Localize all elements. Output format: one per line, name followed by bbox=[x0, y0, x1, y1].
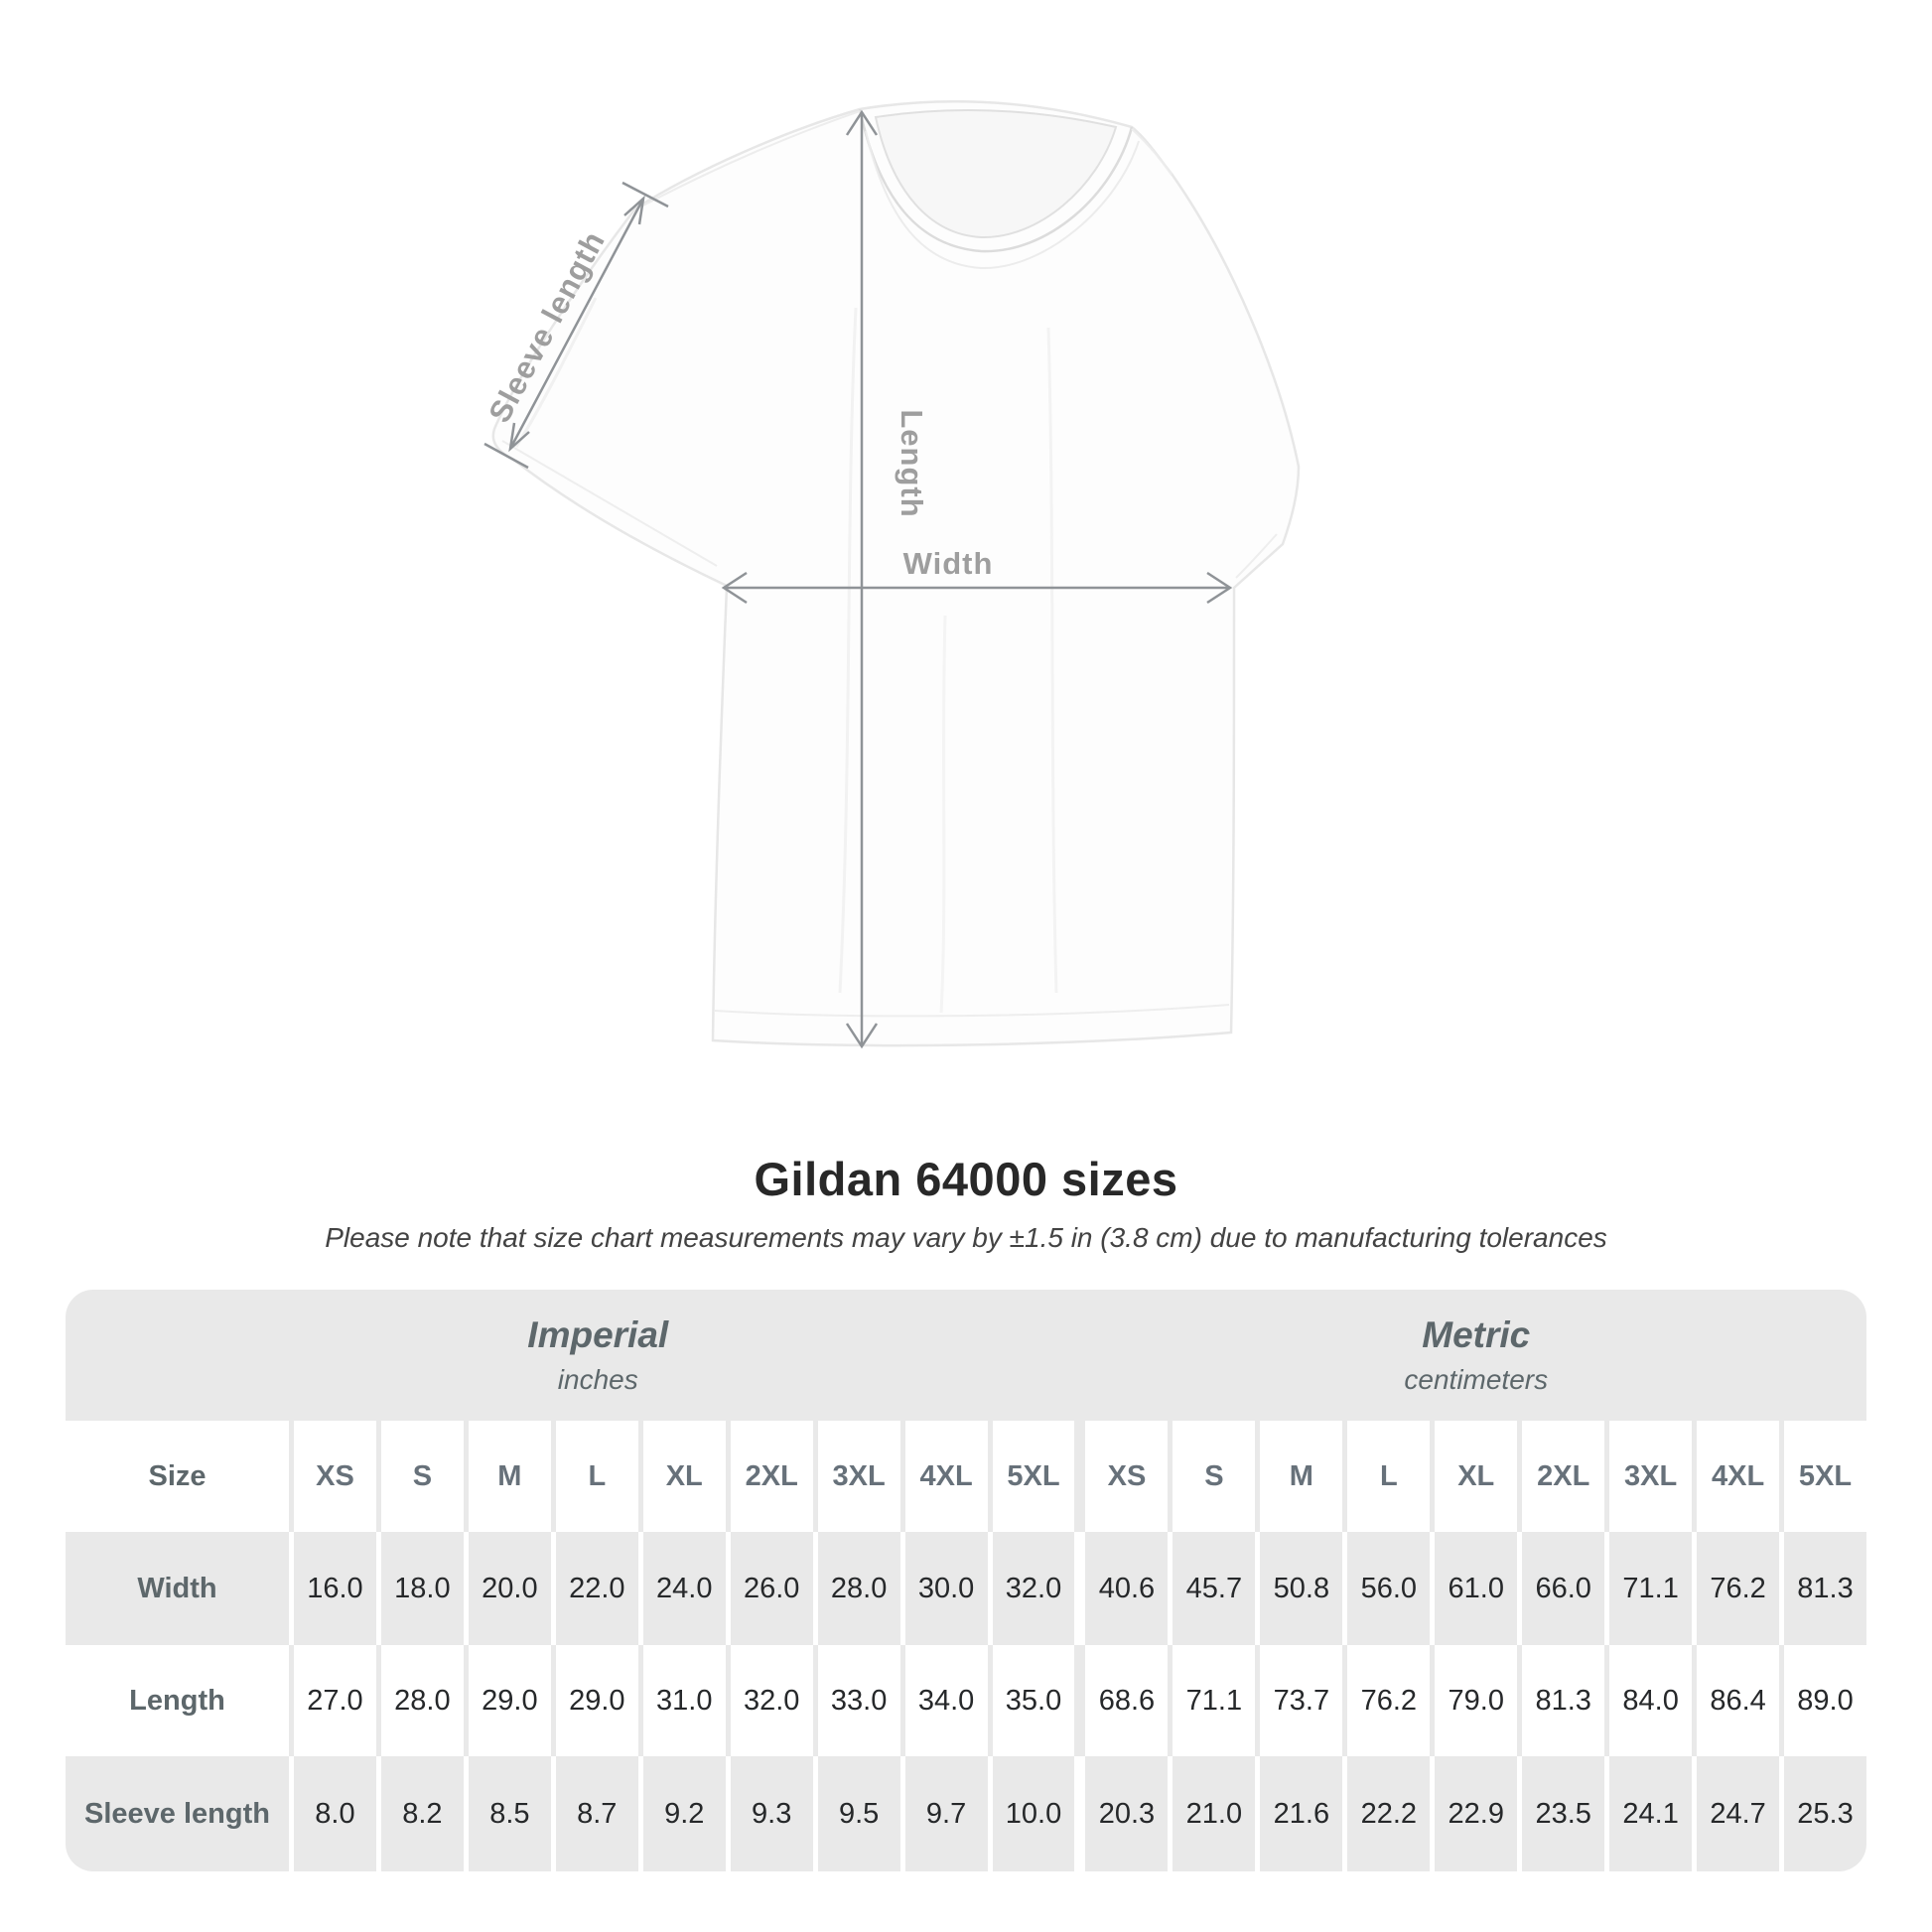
length-row bbox=[66, 1645, 1866, 1756]
imperial-size-4XL: 4XL bbox=[905, 1421, 988, 1532]
sleeve-length-metric-value-XS: 20.3 bbox=[1085, 1756, 1168, 1871]
metric-size-M: M bbox=[1260, 1421, 1342, 1532]
width-label: Width bbox=[66, 1532, 289, 1645]
length-metric-value-4XL: 86.4 bbox=[1697, 1645, 1779, 1756]
imperial-size-5XL: 5XL bbox=[993, 1421, 1075, 1532]
width-imperial-value-M: 20.0 bbox=[469, 1532, 551, 1645]
width-metric-value-L: 56.0 bbox=[1347, 1532, 1430, 1645]
width-imperial-value-L: 22.0 bbox=[556, 1532, 638, 1645]
sleeve-length-imperial-value-M: 8.5 bbox=[469, 1756, 551, 1871]
width-imperial-value-5XL: 32.0 bbox=[993, 1532, 1075, 1645]
sleeve-length-metric-value-S: 21.0 bbox=[1173, 1756, 1255, 1871]
length-label: Length bbox=[895, 409, 929, 518]
metric-size-L: L bbox=[1347, 1421, 1430, 1532]
size-label: Size bbox=[66, 1421, 289, 1532]
width-imperial-value-XS: 16.0 bbox=[294, 1532, 376, 1645]
metric-title: Metric bbox=[1422, 1314, 1531, 1355]
imperial-unit: inches bbox=[557, 1364, 638, 1395]
length-imperial-value-XS: 27.0 bbox=[294, 1645, 376, 1756]
width-imperial-value-S: 18.0 bbox=[381, 1532, 464, 1645]
imperial-metric-divider bbox=[1079, 1645, 1080, 1756]
width-imperial-value-3XL: 28.0 bbox=[818, 1532, 900, 1645]
length-metric-value-3XL: 84.0 bbox=[1609, 1645, 1692, 1756]
width-metric-value-XS: 40.6 bbox=[1085, 1532, 1168, 1645]
sleeve-length-imperial-value-L: 8.7 bbox=[556, 1756, 638, 1871]
units-header-row bbox=[66, 1290, 1866, 1421]
tshirt-outline bbox=[493, 101, 1299, 1045]
width-metric-value-S: 45.7 bbox=[1173, 1532, 1255, 1645]
metric-size-4XL: 4XL bbox=[1697, 1421, 1779, 1532]
sleeve-length-imperial-value-S: 8.2 bbox=[381, 1756, 464, 1871]
sleeve-length-label: Sleeve length bbox=[66, 1756, 289, 1871]
metric-size-XS: XS bbox=[1085, 1421, 1168, 1532]
width-metric-value-2XL: 66.0 bbox=[1522, 1532, 1604, 1645]
metric-size-2XL: 2XL bbox=[1522, 1421, 1604, 1532]
imperial-metric-divider bbox=[1079, 1421, 1080, 1532]
sleeve-length-row bbox=[66, 1756, 1866, 1871]
sleeve-length-metric-value-3XL: 24.1 bbox=[1609, 1756, 1692, 1871]
length-imperial-value-S: 28.0 bbox=[381, 1645, 464, 1756]
length-imperial-value-4XL: 34.0 bbox=[905, 1645, 988, 1756]
metric-unit: centimeters bbox=[1404, 1364, 1549, 1395]
metric-size-S: S bbox=[1173, 1421, 1255, 1532]
width-metric-value-5XL: 81.3 bbox=[1784, 1532, 1866, 1645]
sleeve-length-imperial-value-5XL: 10.0 bbox=[993, 1756, 1075, 1871]
sleeve-length-imperial-value-2XL: 9.3 bbox=[731, 1756, 813, 1871]
length-metric-value-S: 71.1 bbox=[1173, 1645, 1255, 1756]
page-subtitle: Please note that size chart measurements may vary by ±1.5 in (3.8 cm) due to manufacturing tolerances bbox=[325, 1222, 1607, 1253]
sleeve-length-imperial-value-3XL: 9.5 bbox=[818, 1756, 900, 1871]
page-title: Gildan 64000 sizes bbox=[754, 1153, 1178, 1205]
imperial-section-header bbox=[66, 1290, 1075, 1421]
size-table bbox=[66, 1290, 1866, 1871]
imperial-size-XS: XS bbox=[294, 1421, 376, 1532]
sleeve-length-imperial-value-XS: 8.0 bbox=[294, 1756, 376, 1871]
length-metric-value-L: 76.2 bbox=[1347, 1645, 1430, 1756]
size-header-row bbox=[66, 1421, 1866, 1532]
imperial-size-M: M bbox=[469, 1421, 551, 1532]
metric-size-5XL: 5XL bbox=[1784, 1421, 1866, 1532]
width-metric-value-4XL: 76.2 bbox=[1697, 1532, 1779, 1645]
size-guide-section bbox=[0, 1152, 1932, 1871]
width-imperial-value-2XL: 26.0 bbox=[731, 1532, 813, 1645]
sleeve-length-metric-value-2XL: 23.5 bbox=[1522, 1756, 1604, 1871]
sleeve-length-metric-value-5XL: 25.3 bbox=[1784, 1756, 1866, 1871]
sleeve-length-imperial-value-4XL: 9.7 bbox=[905, 1756, 988, 1871]
width-metric-value-XL: 61.0 bbox=[1435, 1532, 1517, 1645]
length-metric-value-2XL: 81.3 bbox=[1522, 1645, 1604, 1756]
length-metric-value-XL: 79.0 bbox=[1435, 1645, 1517, 1756]
width-imperial-value-4XL: 30.0 bbox=[905, 1532, 988, 1645]
metric-size-3XL: 3XL bbox=[1609, 1421, 1692, 1532]
width-label: Width bbox=[902, 546, 994, 581]
length-imperial-value-2XL: 32.0 bbox=[731, 1645, 813, 1756]
length-metric-value-5XL: 89.0 bbox=[1784, 1645, 1866, 1756]
width-metric-value-M: 50.8 bbox=[1260, 1532, 1342, 1645]
imperial-title: Imperial bbox=[527, 1314, 669, 1355]
sleeve-length-imperial-value-XL: 9.2 bbox=[643, 1756, 726, 1871]
imperial-size-L: L bbox=[556, 1421, 638, 1532]
length-metric-value-M: 73.7 bbox=[1260, 1645, 1342, 1756]
length-imperial-value-L: 29.0 bbox=[556, 1645, 638, 1756]
length-imperial-value-XL: 31.0 bbox=[643, 1645, 726, 1756]
length-imperial-value-5XL: 35.0 bbox=[993, 1645, 1075, 1756]
sleeve-length-metric-value-L: 22.2 bbox=[1347, 1756, 1430, 1871]
imperial-metric-divider bbox=[1079, 1756, 1080, 1871]
width-metric-value-3XL: 71.1 bbox=[1609, 1532, 1692, 1645]
length-imperial-value-M: 29.0 bbox=[469, 1645, 551, 1756]
imperial-size-XL: XL bbox=[643, 1421, 726, 1532]
sleeve-length-metric-value-M: 21.6 bbox=[1260, 1756, 1342, 1871]
width-row bbox=[66, 1532, 1866, 1645]
length-metric-value-XS: 68.6 bbox=[1085, 1645, 1168, 1756]
width-imperial-value-XL: 24.0 bbox=[643, 1532, 726, 1645]
metric-section-header bbox=[1086, 1290, 1867, 1421]
length-imperial-value-3XL: 33.0 bbox=[818, 1645, 900, 1756]
imperial-size-2XL: 2XL bbox=[731, 1421, 813, 1532]
length-label: Length bbox=[66, 1645, 289, 1756]
imperial-size-S: S bbox=[381, 1421, 464, 1532]
sleeve-length-metric-value-XL: 22.9 bbox=[1435, 1756, 1517, 1871]
sleeve-length-label: Sleeve length bbox=[482, 224, 613, 429]
metric-size-XL: XL bbox=[1435, 1421, 1517, 1532]
imperial-size-3XL: 3XL bbox=[818, 1421, 900, 1532]
imperial-metric-divider bbox=[1079, 1532, 1080, 1645]
sleeve-length-metric-value-4XL: 24.7 bbox=[1697, 1756, 1779, 1871]
